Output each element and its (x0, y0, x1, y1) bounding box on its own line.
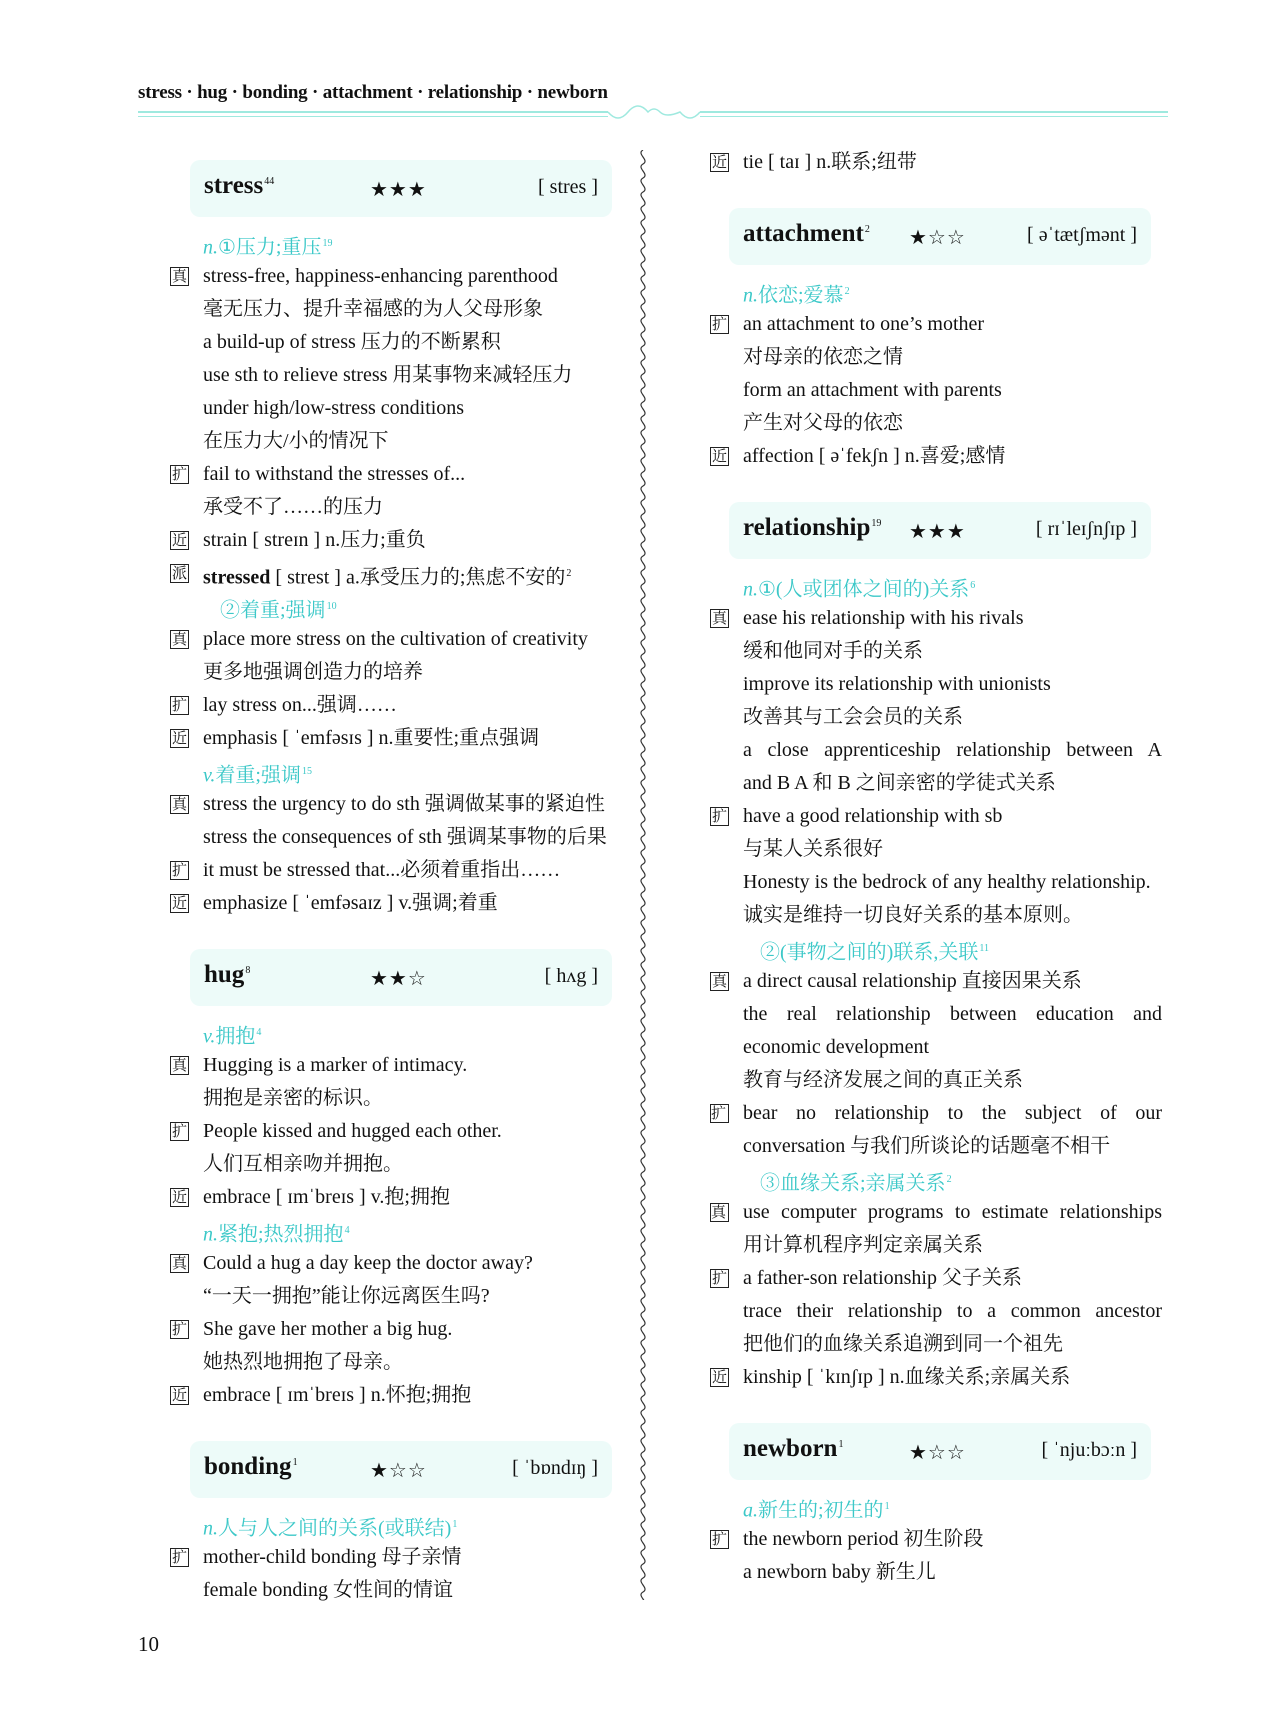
example-line (710, 1556, 1162, 1589)
tag-icon-真: 真 (171, 630, 187, 648)
entry-text: 人们互相亲吻并拥抱。 (203, 1153, 403, 1175)
entry-text: an attachment to one’s mother (743, 313, 985, 335)
entry-text: 与某人关系很好 (743, 838, 883, 860)
entry-text: use computer programs to estimate relationships (743, 1201, 1162, 1223)
tag-icon-近: 近 (711, 153, 727, 171)
headword-text: relationship (743, 514, 871, 541)
example-line (710, 998, 1162, 1031)
tag-icon-扩: 扩 (711, 1269, 727, 1287)
entry-text: bear no relationship to the subject of our (743, 1102, 1162, 1124)
entry-text: 改善其与工会会员的关系 (743, 706, 963, 728)
sense-heading (170, 590, 622, 623)
sense-text: ①压力;重压 (218, 236, 322, 259)
example-line (710, 1295, 1162, 1328)
example-entry (170, 689, 622, 722)
sense-text: ①(人或团体之间的)关系 (758, 578, 970, 601)
star-rating: ★★☆ (370, 968, 427, 990)
headword-card (190, 1441, 612, 1498)
entry-text: 诚实是维持一切良好关系的基本原则。 (743, 904, 1083, 926)
headword-text: attachment (743, 220, 864, 247)
entry-text: affection [ əˈfekʃn ] n.喜爱;感情 (743, 445, 1006, 467)
headword-text: stress (204, 172, 264, 199)
example-line (710, 701, 1162, 734)
example-line (170, 1574, 622, 1607)
phonetic: [ əˈtætʃmənt ] (1027, 224, 1137, 246)
sense-count: 1 (452, 1519, 458, 1530)
phonetic: [ hʌg ] (544, 965, 598, 987)
headword-card (190, 160, 612, 217)
tag-icon-真: 真 (711, 609, 727, 627)
tag-icon-扩: 扩 (171, 1320, 187, 1338)
example-line (710, 734, 1162, 767)
example-line (170, 1148, 622, 1181)
tag-icon-近: 近 (171, 1386, 187, 1404)
example-line (170, 821, 622, 854)
example-entry (710, 1523, 1162, 1556)
example-line (710, 1031, 1162, 1064)
entry-text: 在压力大/小的情况下 (203, 430, 389, 452)
star-rating: ★☆☆ (909, 227, 966, 249)
entry-text: emphasis [ ˈemfəsɪs ] n.重要性;重点强调 (203, 727, 540, 749)
sense-count: 4 (256, 1027, 262, 1038)
entry-text: 更多地强调创造力的培养 (203, 661, 423, 683)
entry-count: 2 (566, 568, 572, 579)
phonetic: [ stres ] (538, 176, 598, 198)
example-entry (170, 1379, 622, 1412)
entry-text: stress-free, happiness-enhancing parenthood (203, 265, 558, 287)
entry-text: a build-up of stress 压力的不断累积 (203, 331, 501, 353)
example-entry (710, 146, 1162, 179)
sense-heading (710, 932, 1162, 965)
part-of-speech: a. (743, 1499, 758, 1522)
entry-text: mother-child bonding 母子亲情 (203, 1546, 462, 1568)
tag-icon-真: 真 (171, 795, 187, 813)
phonetic: [ ˈnjuːbɔːn ] (1041, 1439, 1137, 1461)
entry-text: tie [ taɪ ] n.联系;纽带 (743, 151, 917, 173)
sense-heading (170, 227, 622, 260)
entry-text: embrace [ ɪmˈbreɪs ] n.怀抱;拥抱 (203, 1384, 472, 1406)
entry-text: She gave her mother a big hug. (203, 1318, 453, 1340)
star-rating: ★☆☆ (909, 1442, 966, 1464)
tag-icon-真: 真 (710, 1203, 729, 1222)
entry-text: fail to withstand the stresses of... (203, 463, 466, 485)
example-line (170, 293, 622, 326)
entry-text: emphasize [ ˈemfəsaɪz ] v.强调;着重 (203, 892, 498, 914)
right-column (710, 146, 1162, 1589)
example-entry (170, 1181, 622, 1214)
sense-heading (710, 1163, 1162, 1196)
header-rule-right (700, 111, 1168, 117)
entry-text: lay stress on...强调…… (203, 694, 397, 716)
entry-text: a direct causal relationship 直接因果关系 (743, 970, 1082, 992)
example-entry (170, 1247, 622, 1280)
entry-text: 承受不了……的压力 (203, 496, 383, 518)
sense-text: ③血缘关系;亲属关系 (760, 1172, 946, 1195)
headword-card (729, 208, 1151, 265)
tag-icon-派: 派 (171, 564, 187, 582)
headword-text: hug (204, 961, 245, 988)
entry-text: 对母亲的依恋之情 (743, 346, 903, 368)
entry-text: it must be stressed that...必须着重指出…… (203, 859, 561, 881)
entry-text: [ strest ] a.承受压力的;焦虑不安的 (270, 566, 566, 589)
frequency-count: 44 (264, 175, 275, 187)
tag-icon-近: 近 (171, 894, 187, 912)
star-rating: ★★★ (909, 521, 966, 543)
example-entry (710, 602, 1162, 635)
example-line (710, 833, 1162, 866)
entry-text: a close apprenticeship relationship between A (743, 739, 1162, 761)
tag-icon-扩: 扩 (171, 465, 187, 483)
sense-heading (170, 1016, 622, 1049)
sense-text: 依恋;爱慕 (758, 284, 844, 307)
entry-text: ease his relationship with his rivals (743, 607, 1024, 629)
entry-text: 教育与经济发展之间的真正关系 (743, 1069, 1023, 1091)
example-line (710, 1328, 1162, 1361)
page-number: 10 (138, 1632, 159, 1656)
phonetic: [ rɪˈleɪʃnʃɪp ] (1035, 518, 1137, 540)
frequency-count: 2 (864, 223, 870, 235)
entry-text: place more stress on the cultivation of creativity (203, 628, 588, 650)
headword-card (729, 502, 1151, 559)
header-rule-left (138, 111, 608, 117)
example-line (170, 1280, 622, 1313)
entry-text: 毫无压力、提升幸福感的为人父母形象 (203, 298, 543, 320)
entry-text: embrace [ ɪmˈbreɪs ] v.抱;拥抱 (203, 1186, 450, 1208)
example-line (710, 1064, 1162, 1097)
part-of-speech: n. (203, 236, 218, 259)
entry-text: under high/low-stress conditions (203, 397, 465, 419)
entry-text: and B A 和 B 之间亲密的学徒式关系 (743, 772, 1056, 794)
tag-icon-扩: 扩 (711, 1530, 727, 1548)
entry-text: form an attachment with parents (743, 379, 1002, 401)
example-line (710, 866, 1162, 899)
entry-text: “一天一拥抱”能让你远离医生吗? (203, 1285, 490, 1307)
headword (743, 220, 870, 248)
sense-heading (170, 755, 622, 788)
header-ornament (606, 104, 702, 120)
column-divider-wavy (634, 150, 652, 1600)
star-rating: ★☆☆ (370, 1460, 427, 1482)
tag-icon-扩: 扩 (711, 807, 727, 825)
tag-icon-近: 近 (711, 447, 727, 465)
example-entry (170, 1541, 622, 1574)
headword-text: newborn (743, 1435, 838, 1462)
tag-icon-扩: 扩 (711, 315, 727, 333)
sense-count: 11 (979, 943, 989, 954)
tag-icon-扩: 扩 (171, 1548, 187, 1566)
entry-text: 她热烈地拥抱了母亲。 (203, 1351, 403, 1373)
part-of-speech: n. (743, 578, 758, 601)
tag-icon-近: 近 (171, 729, 187, 747)
part-of-speech: v. (203, 1025, 216, 1048)
entry-text: the newborn period 初生阶段 (743, 1528, 984, 1550)
tag-icon-近: 近 (171, 531, 187, 549)
example-line (170, 326, 622, 359)
sense-count: 2 (946, 1174, 952, 1185)
example-line (710, 1130, 1162, 1163)
example-entry (710, 440, 1162, 473)
tag-icon-扩: 扩 (710, 1104, 729, 1123)
example-entry (170, 458, 622, 491)
sense-heading (710, 275, 1162, 308)
entry-text: kinship [ ˈkɪnʃɪp ] n.血缘关系;亲属关系 (743, 1366, 1071, 1388)
entry-text: the real relationship between education and (743, 1003, 1162, 1025)
sense-count: 1 (884, 1501, 890, 1512)
entry-text: People kissed and hugged each other. (203, 1120, 502, 1142)
sense-count: 19 (322, 238, 333, 249)
entry-text: Hugging is a marker of intimacy. (203, 1054, 468, 1076)
entry-text: 缓和他同对手的关系 (743, 640, 923, 662)
example-entry (170, 854, 622, 887)
example-entry (170, 557, 622, 590)
example-line (170, 392, 622, 425)
tag-icon-扩: 扩 (171, 861, 187, 879)
example-line (170, 359, 622, 392)
frequency-count: 8 (245, 964, 251, 976)
left-column (170, 160, 622, 1607)
example-entry (170, 1115, 622, 1148)
headword (204, 1453, 298, 1481)
phonetic: [ ˈbɒndɪŋ ] (512, 1457, 598, 1479)
tag-icon-真: 真 (171, 1254, 187, 1272)
entry-text: 把他们的血缘关系追溯到同一个祖先 (743, 1333, 1063, 1355)
sense-text: 人与人之间的关系(或联结) (218, 1517, 452, 1540)
entry-text: female bonding 女性间的情谊 (203, 1579, 453, 1601)
example-entry (710, 308, 1162, 341)
entry-text: 拥抱是亲密的标识。 (203, 1087, 383, 1109)
running-header: stress · hug · bonding · attachment · relationship · newborn (138, 82, 608, 103)
headword-text: bonding (204, 1453, 292, 1480)
example-entry (710, 1262, 1162, 1295)
entry-text: have a good relationship with sb (743, 805, 1003, 827)
part-of-speech: v. (203, 764, 216, 787)
tag-icon-扩: 扩 (171, 696, 187, 714)
sense-text: 着重;强调 (215, 764, 301, 787)
frequency-count: 19 (871, 517, 882, 529)
entry-text: 产生对父母的依恋 (743, 412, 903, 434)
example-entry (170, 260, 622, 293)
example-entry (710, 1097, 1162, 1130)
example-line (170, 425, 622, 458)
entry-text: Could a hug a day keep the doctor away? (203, 1252, 533, 1274)
part-of-speech: n. (203, 1517, 218, 1540)
example-line (710, 767, 1162, 800)
entry-text: a father-son relationship 父子关系 (743, 1267, 1022, 1289)
example-entry (170, 623, 622, 656)
example-line (170, 1346, 622, 1379)
tag-icon-扩: 扩 (171, 1122, 187, 1140)
example-entry (170, 887, 622, 920)
frequency-count: 1 (292, 1456, 298, 1468)
tag-icon-真: 真 (171, 267, 187, 285)
example-entry (170, 1313, 622, 1346)
sense-count: 10 (326, 601, 337, 612)
entry-text: a newborn baby 新生儿 (743, 1561, 936, 1583)
example-entry (170, 524, 622, 557)
tag-icon-真: 真 (171, 1056, 187, 1074)
headword (743, 514, 881, 542)
example-entry (170, 1049, 622, 1082)
sense-count: 15 (301, 766, 312, 777)
sense-count: 4 (344, 1225, 350, 1236)
sense-count: 6 (970, 580, 976, 591)
sense-heading (710, 569, 1162, 602)
tag-icon-近: 近 (711, 1368, 727, 1386)
part-of-speech: n. (743, 284, 758, 307)
entry-text: Honesty is the bedrock of any healthy relationship. (743, 871, 1151, 893)
example-line (710, 407, 1162, 440)
example-line (710, 668, 1162, 701)
entry-text: conversation 与我们所谈论的话题毫不相干 (743, 1135, 1111, 1157)
entry-text: stress the urgency to do sth 强调做某事的紧迫性 (203, 793, 605, 815)
headword-card (190, 949, 612, 1006)
example-entry (710, 1361, 1162, 1394)
sense-text: 紧抱;热烈拥抱 (218, 1223, 344, 1246)
example-line (710, 1229, 1162, 1262)
example-line (710, 899, 1162, 932)
sense-heading (170, 1508, 622, 1541)
derived-word: stressed (203, 566, 271, 589)
sense-count: 2 (844, 286, 850, 297)
example-entry (710, 1196, 1162, 1229)
entry-text: trace their relationship to a common ancestor (743, 1300, 1162, 1322)
entry-text: strain [ streɪn ] n.压力;重负 (203, 529, 426, 551)
headword (743, 1435, 843, 1463)
entry-text: stress the consequences of sth 强调某事物的后果 (203, 826, 607, 848)
example-line (170, 656, 622, 689)
entry-text: use sth to relieve stress 用某事物来减轻压力 (203, 364, 573, 386)
headword-card (729, 1423, 1151, 1480)
example-entry (170, 722, 622, 755)
example-entry (170, 788, 622, 821)
entry-text: improve its relationship with unionists (743, 673, 1051, 695)
example-line (170, 1082, 622, 1115)
sense-text: 拥抱 (215, 1025, 256, 1048)
part-of-speech: n. (203, 1223, 218, 1246)
example-entry (710, 965, 1162, 998)
example-line (710, 635, 1162, 668)
sense-text: 新生的;初生的 (758, 1499, 884, 1522)
example-line (710, 341, 1162, 374)
example-line (170, 491, 622, 524)
example-line (710, 374, 1162, 407)
entry-text: economic development (743, 1036, 930, 1058)
headword (204, 172, 274, 200)
sense-heading (710, 1490, 1162, 1523)
sense-text: ②(事物之间的)联系,关联 (760, 941, 979, 964)
tag-icon-近: 近 (171, 1188, 187, 1206)
sense-text: ②着重;强调 (220, 599, 326, 622)
star-rating: ★★★ (370, 179, 427, 201)
entry-text: 用计算机程序判定亲属关系 (743, 1234, 983, 1256)
example-entry (710, 800, 1162, 833)
sense-heading (170, 1214, 622, 1247)
headword (204, 961, 250, 989)
tag-icon-真: 真 (711, 972, 727, 990)
frequency-count: 1 (838, 1438, 844, 1450)
